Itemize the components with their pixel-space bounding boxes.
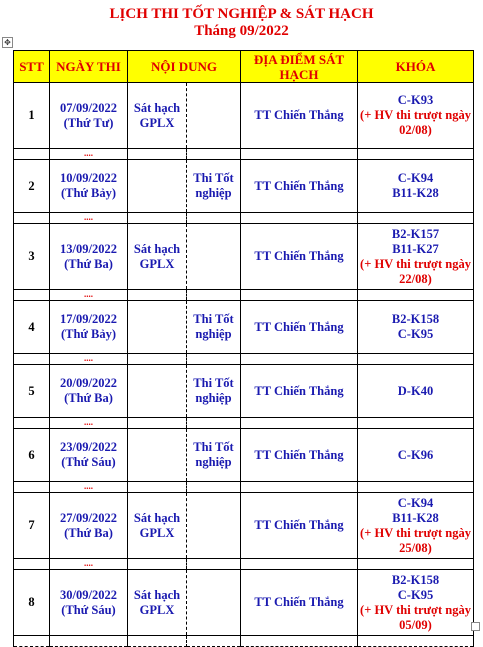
separator-dots: ....	[50, 482, 128, 493]
spacer-cell	[14, 213, 50, 224]
exam-weekday: (Thứ Tư)	[63, 115, 114, 130]
spacer-cell	[14, 418, 50, 429]
spacer-cell	[241, 149, 358, 160]
cell-khoa	[358, 429, 474, 482]
table-resize-handle[interactable]	[471, 622, 480, 631]
cell-khoa	[358, 301, 474, 354]
exam-date: 20/09/2022	[60, 376, 117, 390]
exam-weekday: (Thứ Ba)	[64, 256, 113, 271]
content-thi-tot-nghiep: Thi Tốt nghiệp	[193, 376, 234, 405]
table-spacer-row	[14, 482, 474, 493]
cell-stt	[14, 83, 50, 149]
stt-value: 1	[28, 108, 35, 122]
cell-stt	[14, 493, 50, 559]
cell-thi-tot-nghiep	[187, 83, 241, 149]
spacer-cell	[187, 149, 241, 160]
cell-date	[50, 301, 128, 354]
khoa-value: C-K95	[397, 327, 434, 341]
spacer-cell	[358, 418, 474, 429]
spacer-cell	[358, 636, 474, 647]
table-spacer-row	[14, 290, 474, 301]
exam-weekday: (Thứ Sáu)	[61, 602, 116, 617]
spacer-cell	[358, 213, 474, 224]
separator-dots: ....	[50, 290, 128, 301]
table-spacer-row	[14, 213, 474, 224]
page-subtitle: Tháng 09/2022	[194, 23, 289, 39]
table-row	[14, 160, 474, 213]
cell-sat-hach	[128, 429, 187, 482]
spacer-cell	[358, 354, 474, 365]
spacer-cell	[187, 482, 241, 493]
cell-khoa	[358, 365, 474, 418]
table-row	[14, 570, 474, 636]
cell-sat-hach	[128, 493, 187, 559]
cell-date	[50, 224, 128, 290]
cell-stt	[14, 224, 50, 290]
spacer-cell	[128, 354, 187, 365]
spacer-cell	[241, 354, 358, 365]
page-title: LỊCH THI TỐT NGHIỆP & SÁT HẠCH	[109, 6, 374, 22]
exam-weekday: (Thứ Ba)	[64, 525, 113, 540]
spacer-cell	[187, 636, 241, 647]
khoa-value: C-K94	[397, 495, 434, 510]
spacer-cell	[14, 354, 50, 365]
exam-weekday: (Thứ Sáu)	[61, 455, 116, 469]
exam-date: 27/09/2022	[60, 510, 117, 525]
header-dia-diem: ĐỊA ĐIỂM SÁT HẠCH	[241, 51, 358, 83]
cell-sat-hach	[128, 301, 187, 354]
header-ngay-thi: NGÀY THI	[50, 51, 128, 83]
header-noi-dung: NỘI DUNG	[128, 51, 241, 83]
spacer-cell	[187, 290, 241, 301]
content-sat-hach: Sát hạch GPLX	[133, 587, 181, 617]
cell-stt	[14, 429, 50, 482]
retake-note: (+ HV thi trượt ngày 25/08)	[360, 525, 471, 555]
spacer-cell	[358, 559, 474, 570]
location-value: TT Chiến Thắng	[254, 595, 344, 609]
spacer-cell	[128, 482, 187, 493]
spacer-cell	[241, 636, 358, 647]
location-value: TT Chiến Thắng	[254, 447, 344, 462]
location-value: TT Chiến Thắng	[254, 249, 344, 263]
spacer-cell	[358, 482, 474, 493]
khoa-value: D-K40	[397, 383, 434, 398]
header-stt: STT	[14, 51, 50, 83]
cell-date	[50, 160, 128, 213]
khoa-value: C-K94	[397, 171, 434, 185]
spacer-cell	[187, 354, 241, 365]
cell-location	[241, 83, 358, 149]
spacer-cell	[128, 559, 187, 570]
location-value: TT Chiến Thắng	[254, 383, 344, 398]
table-row	[14, 83, 474, 149]
cell-khoa	[358, 160, 474, 213]
stt-value: 2	[28, 178, 35, 193]
cell-location	[241, 493, 358, 559]
retake-note: (+ HV thi trượt ngày 22/08)	[360, 256, 471, 286]
table-header-row	[14, 51, 474, 83]
table-row	[14, 493, 474, 559]
table-spacer-row	[14, 149, 474, 160]
cell-location	[241, 570, 358, 636]
cell-stt	[14, 301, 50, 354]
cell-stt	[14, 160, 50, 213]
spacer-cell	[187, 213, 241, 224]
spacer-cell	[187, 418, 241, 429]
stt-value: 3	[28, 249, 35, 263]
spacer-cell	[358, 290, 474, 301]
cell-location	[241, 365, 358, 418]
location-value: TT Chiến Thắng	[254, 178, 344, 193]
spacer-cell	[14, 482, 50, 493]
spacer-cell	[14, 636, 50, 647]
separator-dots: ....	[50, 149, 128, 160]
table-spacer-row	[14, 559, 474, 570]
spacer-cell	[14, 149, 50, 160]
stt-value: 4	[28, 319, 35, 334]
cell-thi-tot-nghiep	[187, 493, 241, 559]
spacer-cell	[128, 149, 187, 160]
spacer-cell	[241, 213, 358, 224]
khoa-value: C-K96	[397, 447, 434, 462]
spacer-cell	[128, 418, 187, 429]
spacer-cell	[241, 418, 358, 429]
separator-dots: ....	[50, 418, 128, 429]
cell-date	[50, 83, 128, 149]
separator-dots: ....	[50, 354, 128, 365]
table-row	[14, 301, 474, 354]
cell-date	[50, 570, 128, 636]
cell-khoa	[358, 224, 474, 290]
content-sat-hach: Sát hạch GPLX	[133, 100, 181, 130]
retake-note: (+ HV thi trượt ngày 02/08)	[360, 108, 471, 137]
spacer-cell	[128, 213, 187, 224]
content-thi-tot-nghiep: Thi Tốt nghiệp	[193, 312, 234, 341]
content-thi-tot-nghiep: Thi Tốt nghiệp	[193, 171, 234, 200]
location-value: TT Chiến Thắng	[254, 518, 344, 532]
khoa-value: C-K95	[397, 587, 434, 602]
stt-value: 5	[28, 383, 35, 398]
cell-location	[241, 160, 358, 213]
khoa-value: B11-K27	[392, 241, 439, 256]
cell-date	[50, 365, 128, 418]
khoa-value: B2-K157	[391, 226, 440, 241]
content-thi-tot-nghiep: Thi Tốt nghiệp	[193, 440, 234, 469]
separator-dots	[50, 636, 128, 647]
cell-thi-tot-nghiep	[187, 570, 241, 636]
cell-thi-tot-nghiep	[187, 365, 241, 418]
cell-thi-tot-nghiep	[187, 224, 241, 290]
exam-date: 07/09/2022	[60, 100, 117, 115]
spacer-cell	[241, 559, 358, 570]
content-sat-hach: Sát hạch GPLX	[133, 510, 181, 540]
exam-date: 10/09/2022	[60, 171, 117, 185]
spacer-cell	[128, 636, 187, 647]
cell-khoa	[358, 83, 474, 149]
khoa-value: B2-K158	[391, 572, 440, 587]
schedule-table	[13, 50, 474, 647]
location-value: TT Chiến Thắng	[254, 108, 344, 122]
khoa-value: B11-K28	[392, 186, 439, 200]
cell-sat-hach	[128, 160, 187, 213]
cell-location	[241, 224, 358, 290]
table-spacer-row	[14, 418, 474, 429]
exam-weekday: (Thứ Bảy)	[60, 327, 117, 341]
khoa-value: B2-K158	[391, 312, 440, 326]
cell-sat-hach	[128, 224, 187, 290]
separator-dots: ....	[50, 559, 128, 570]
spacer-cell	[14, 559, 50, 570]
cell-stt	[14, 570, 50, 636]
spacer-cell	[187, 559, 241, 570]
header-khoa: KHÓA	[358, 51, 474, 83]
table-row	[14, 429, 474, 482]
cell-stt	[14, 365, 50, 418]
khoa-value: C-K93	[397, 93, 434, 107]
cell-thi-tot-nghiep	[187, 301, 241, 354]
exam-date: 30/09/2022	[60, 587, 117, 602]
spacer-cell	[358, 149, 474, 160]
table-spacer-row	[14, 354, 474, 365]
cell-date	[50, 429, 128, 482]
cell-sat-hach	[128, 365, 187, 418]
khoa-value: B11-K28	[392, 510, 439, 525]
exam-weekday: (Thứ Bảy)	[60, 186, 117, 200]
stt-value: 8	[28, 595, 35, 609]
cell-sat-hach	[128, 83, 187, 149]
separator-dots: ....	[50, 213, 128, 224]
cell-thi-tot-nghiep	[187, 160, 241, 213]
cell-location	[241, 429, 358, 482]
content-sat-hach: Sát hạch GPLX	[133, 241, 181, 271]
table-move-handle-icon[interactable]: ✥	[2, 37, 13, 48]
table-spacer-row	[14, 636, 474, 647]
spacer-cell	[241, 482, 358, 493]
retake-note: (+ HV thi trượt ngày 05/09)	[360, 602, 471, 632]
cell-sat-hach	[128, 570, 187, 636]
cell-khoa	[358, 493, 474, 559]
stt-value: 6	[28, 447, 35, 462]
table-row	[14, 365, 474, 418]
cell-location	[241, 301, 358, 354]
exam-date: 23/09/2022	[60, 440, 117, 454]
cell-date	[50, 493, 128, 559]
spacer-cell	[241, 290, 358, 301]
location-value: TT Chiến Thắng	[254, 319, 344, 334]
cell-khoa	[358, 570, 474, 636]
exam-date: 17/09/2022	[60, 312, 117, 326]
spacer-cell	[14, 290, 50, 301]
cell-thi-tot-nghiep	[187, 429, 241, 482]
exam-date: 13/09/2022	[60, 241, 117, 256]
table-row	[14, 224, 474, 290]
exam-weekday: (Thứ Ba)	[64, 391, 113, 405]
spacer-cell	[128, 290, 187, 301]
stt-value: 7	[28, 518, 35, 532]
